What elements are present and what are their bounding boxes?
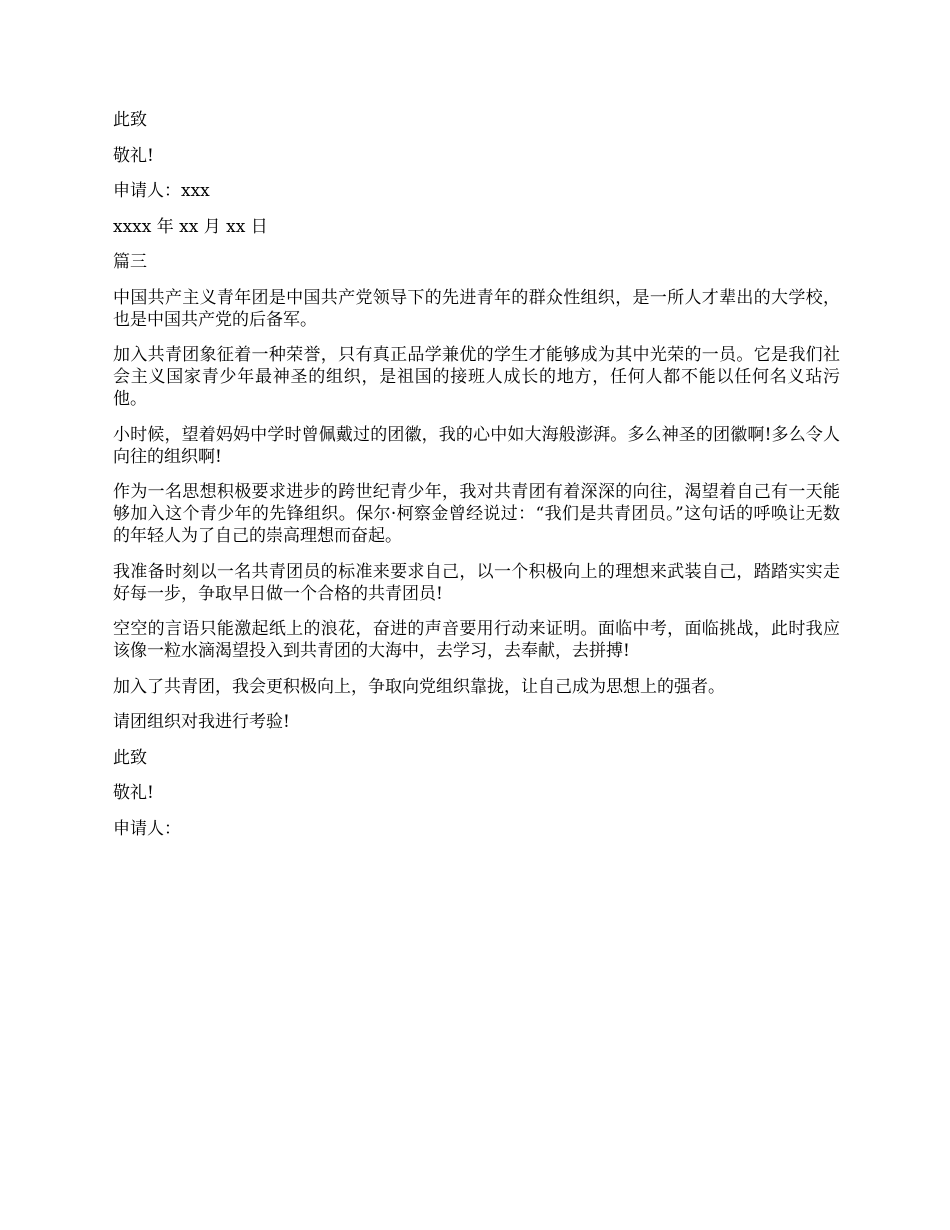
body-paragraph: 请团组织对我进行考验! [113,712,290,732]
salutation-line: 敬礼! [113,783,154,803]
body-paragraph: 小时候，望着妈妈中学时曾佩戴过的团徽，我的心中如大海般澎湃。多么神圣的团徽啊!多么令人向往的组织啊! [113,424,840,467]
body-paragraph: 加入了共青团，我会更积极向上，争取向党组织靠拢，让自己成为思想上的强者。 [113,676,725,697]
body-paragraph: 我准备时刻以一名共青团员的标准来要求自己，以一个积极向上的理想来武装自己，踏踏实实走好每一步，争取早日做一个合格的共青团员! [113,561,840,604]
applicant-line: 申请人： [113,818,181,839]
body-paragraph: 中国共产主义青年团是中国共产党领导下的先进青年的群众性组织，是一所人才辈出的大学校，也是中国共产党的后备军。 [113,287,840,330]
document-page [113,109,840,853]
body-paragraph: 加入共青团象征着一种荣誉，只有真正品学兼优的学生才能够成为其中光荣的一员。它是我们社会主义国家青少年最神圣的组织，是祖国的接班人成长的地方，任何人都不能以任何名义玷污他。 [113,345,840,409]
date-line: xxxx 年 xx 月 xx 日 [113,216,268,237]
closing-line: 此致 [113,747,147,768]
section-heading: 篇三 [113,252,147,272]
body-paragraph: 空空的言语只能激起纸上的浪花，奋进的声音要用行动来证明。面临中考，面临挑战，此时我应该像一粒水滴渴望投入到共青团的大海中，去学习，去奉献，去拼搏! [113,619,840,661]
closing-line: 此致 [113,110,147,130]
salutation-line: 敬礼! [113,145,154,166]
body-paragraph: 作为一名思想积极要求进步的跨世纪青少年，我对共青团有着深深的向往，渴望着自己有一天能够加入这个青少年的先锋组织。保尔·柯察金曾经说过：“我们是共青团员。”这句话的呼唤让无数的年轻人为了自己的崇高理想而奋起。 [113,482,840,546]
applicant-line: 申请人：xxx [113,181,210,201]
